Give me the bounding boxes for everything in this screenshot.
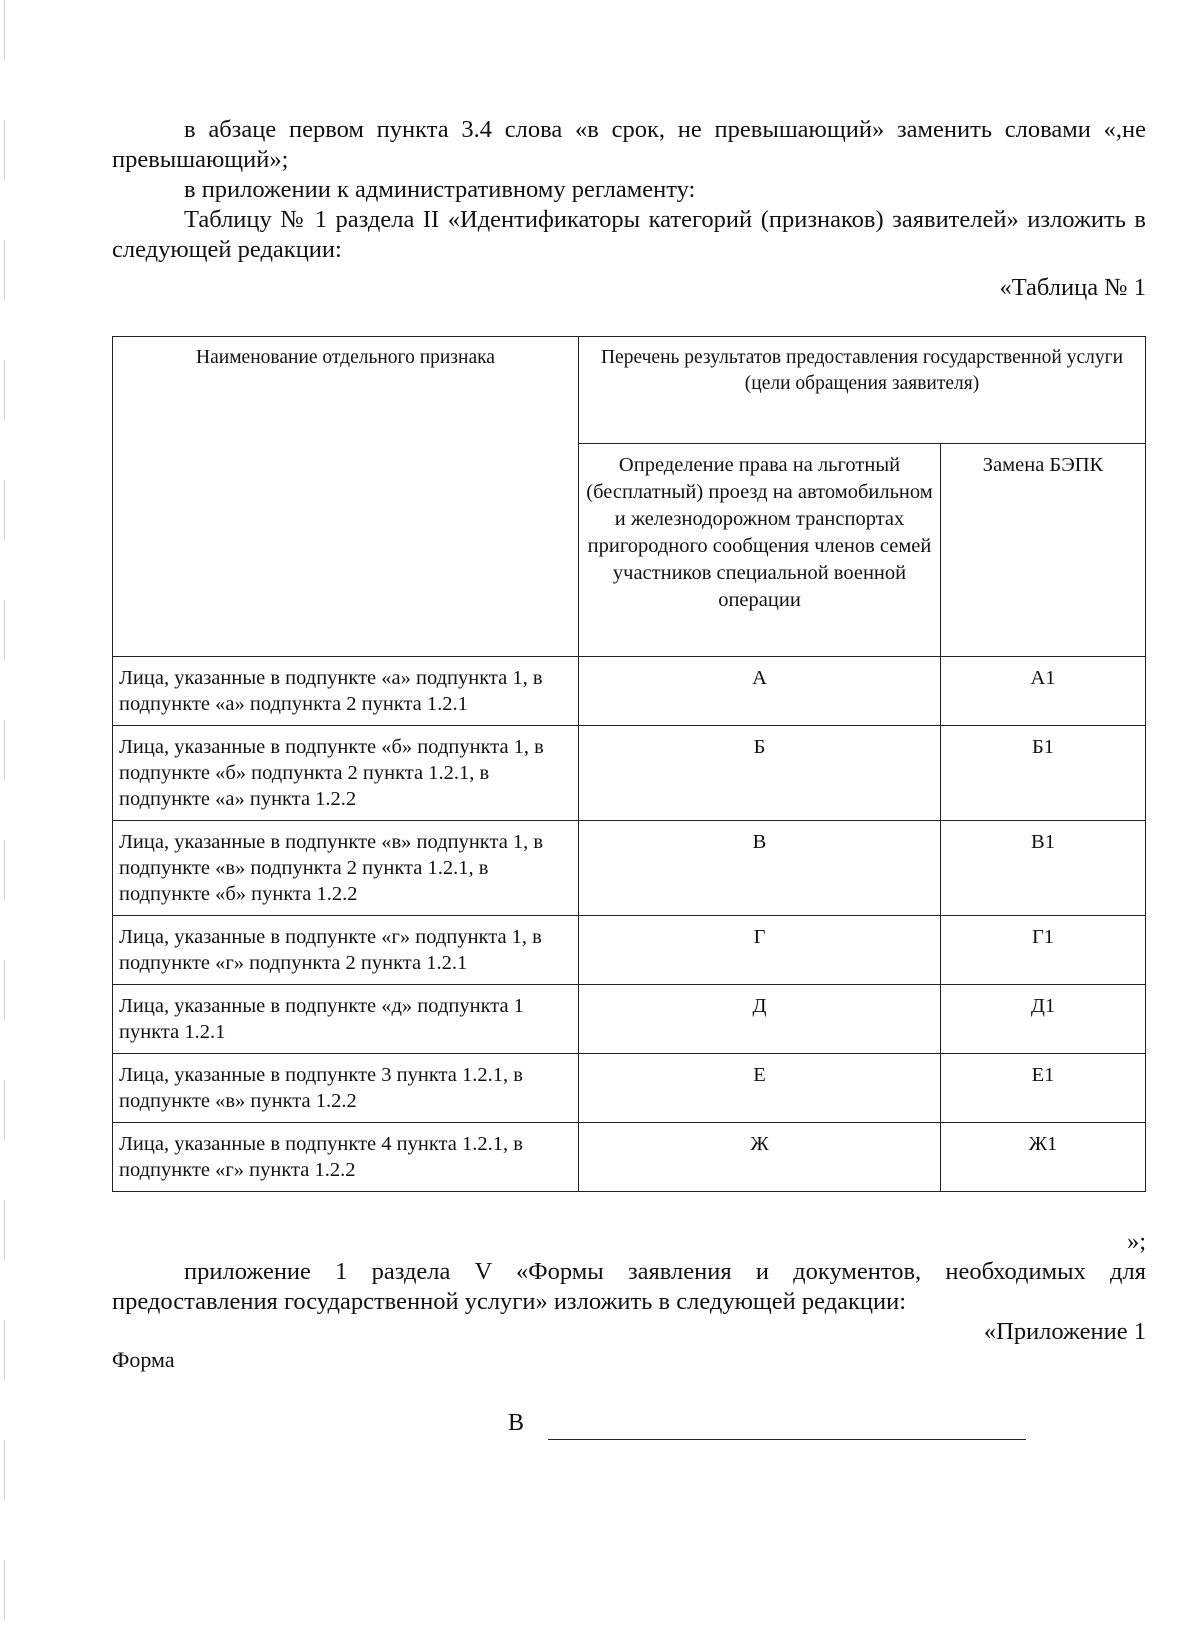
code-cell: Д xyxy=(579,985,941,1054)
paragraph-table-intro: Таблицу № 1 раздела II «Идентификаторы категорий (признаков) заявителей» изложить в следующей редакции: xyxy=(112,206,1146,263)
appendix-caption: «Приложение 1 xyxy=(983,1318,1146,1345)
code-cell: Е xyxy=(579,1054,941,1123)
table-row xyxy=(113,985,1146,1054)
table-row xyxy=(113,1054,1146,1123)
scan-edge xyxy=(4,0,5,1625)
code-cell: В xyxy=(579,821,941,916)
table-row xyxy=(113,821,1146,916)
code-cell: А xyxy=(579,657,941,726)
paragraph-appendix-intro: в приложении к административному регламенту: xyxy=(184,176,696,203)
code-cell: Ж1 xyxy=(941,1123,1146,1192)
header-preferential-travel: Определение права на льготный (бесплатный) проезд на автомобильном и железнодорожном транспортах пригородного сообщения членов семей участников специальной военной операции xyxy=(579,444,941,657)
code-cell: Б xyxy=(579,726,941,821)
addressee-blank-line xyxy=(548,1439,1026,1440)
code-cell: Ж xyxy=(579,1123,941,1192)
category-cell: Лица, указанные в подпункте «в» подпункта 1, в подпункте «в» подпункта 2 пункта 1.2.1, в подпункте «б» пункта 1.2.2 xyxy=(113,821,579,916)
document-body xyxy=(112,115,1146,303)
table-header-row xyxy=(113,337,1146,444)
table-row xyxy=(113,916,1146,985)
category-cell: Лица, указанные в подпункте «г» подпункта 1, в подпункте «г» подпункта 2 пункта 1.2.1 xyxy=(113,916,579,985)
category-cell: Лица, указанные в подпункте «б» подпункта 1, в подпункте «б» подпункта 2 пункта 1.2.1, в подпункте «а» пункта 1.2.2 xyxy=(113,726,579,821)
paragraph-appendix-amendment: приложение 1 раздела V «Формы заявления и документов, необходимых для предоставления государственной услуги» изложить в следующей редакции: xyxy=(112,1258,1146,1315)
code-cell: Г1 xyxy=(941,916,1146,985)
form-label: Форма xyxy=(112,1347,175,1372)
appendix-section xyxy=(112,1257,1146,1347)
table-row xyxy=(113,1123,1146,1192)
header-results-group: Перечень результатов предоставления государственной услуги (цели обращения заявителя) xyxy=(579,337,1146,444)
table-closing-quote: »; xyxy=(1126,1228,1146,1255)
code-cell: А1 xyxy=(941,657,1146,726)
code-cell: Д1 xyxy=(941,985,1146,1054)
category-cell: Лица, указанные в подпункте 3 пункта 1.2.1, в подпункте «в» пункта 1.2.2 xyxy=(113,1054,579,1123)
code-cell: Г xyxy=(579,916,941,985)
category-cell: Лица, указанные в подпункте 4 пункта 1.2.1, в подпункте «г» пункта 1.2.2 xyxy=(113,1123,579,1192)
table-row xyxy=(113,657,1146,726)
code-cell: В1 xyxy=(941,821,1146,916)
paragraph-amendment-3-4: в абзаце первом пункта 3.4 слова «в срок, не превышающий» заменить словами «,не превышающий»; xyxy=(112,116,1146,173)
identifiers-table xyxy=(112,336,1146,1192)
addressee-label: В xyxy=(508,1410,525,1436)
table-caption: «Таблица № 1 xyxy=(999,274,1146,301)
code-cell: Б1 xyxy=(941,726,1146,821)
header-card-replacement: Замена БЭПК xyxy=(941,444,1146,657)
category-cell: Лица, указанные в подпункте «а» подпункта 1, в подпункте «а» подпункта 2 пункта 1.2.1 xyxy=(113,657,579,726)
category-cell: Лица, указанные в подпункте «д» подпункта 1 пункта 1.2.1 xyxy=(113,985,579,1054)
header-feature-name: Наименование отдельного признака xyxy=(113,337,579,657)
code-cell: Е1 xyxy=(941,1054,1146,1123)
table-row xyxy=(113,726,1146,821)
